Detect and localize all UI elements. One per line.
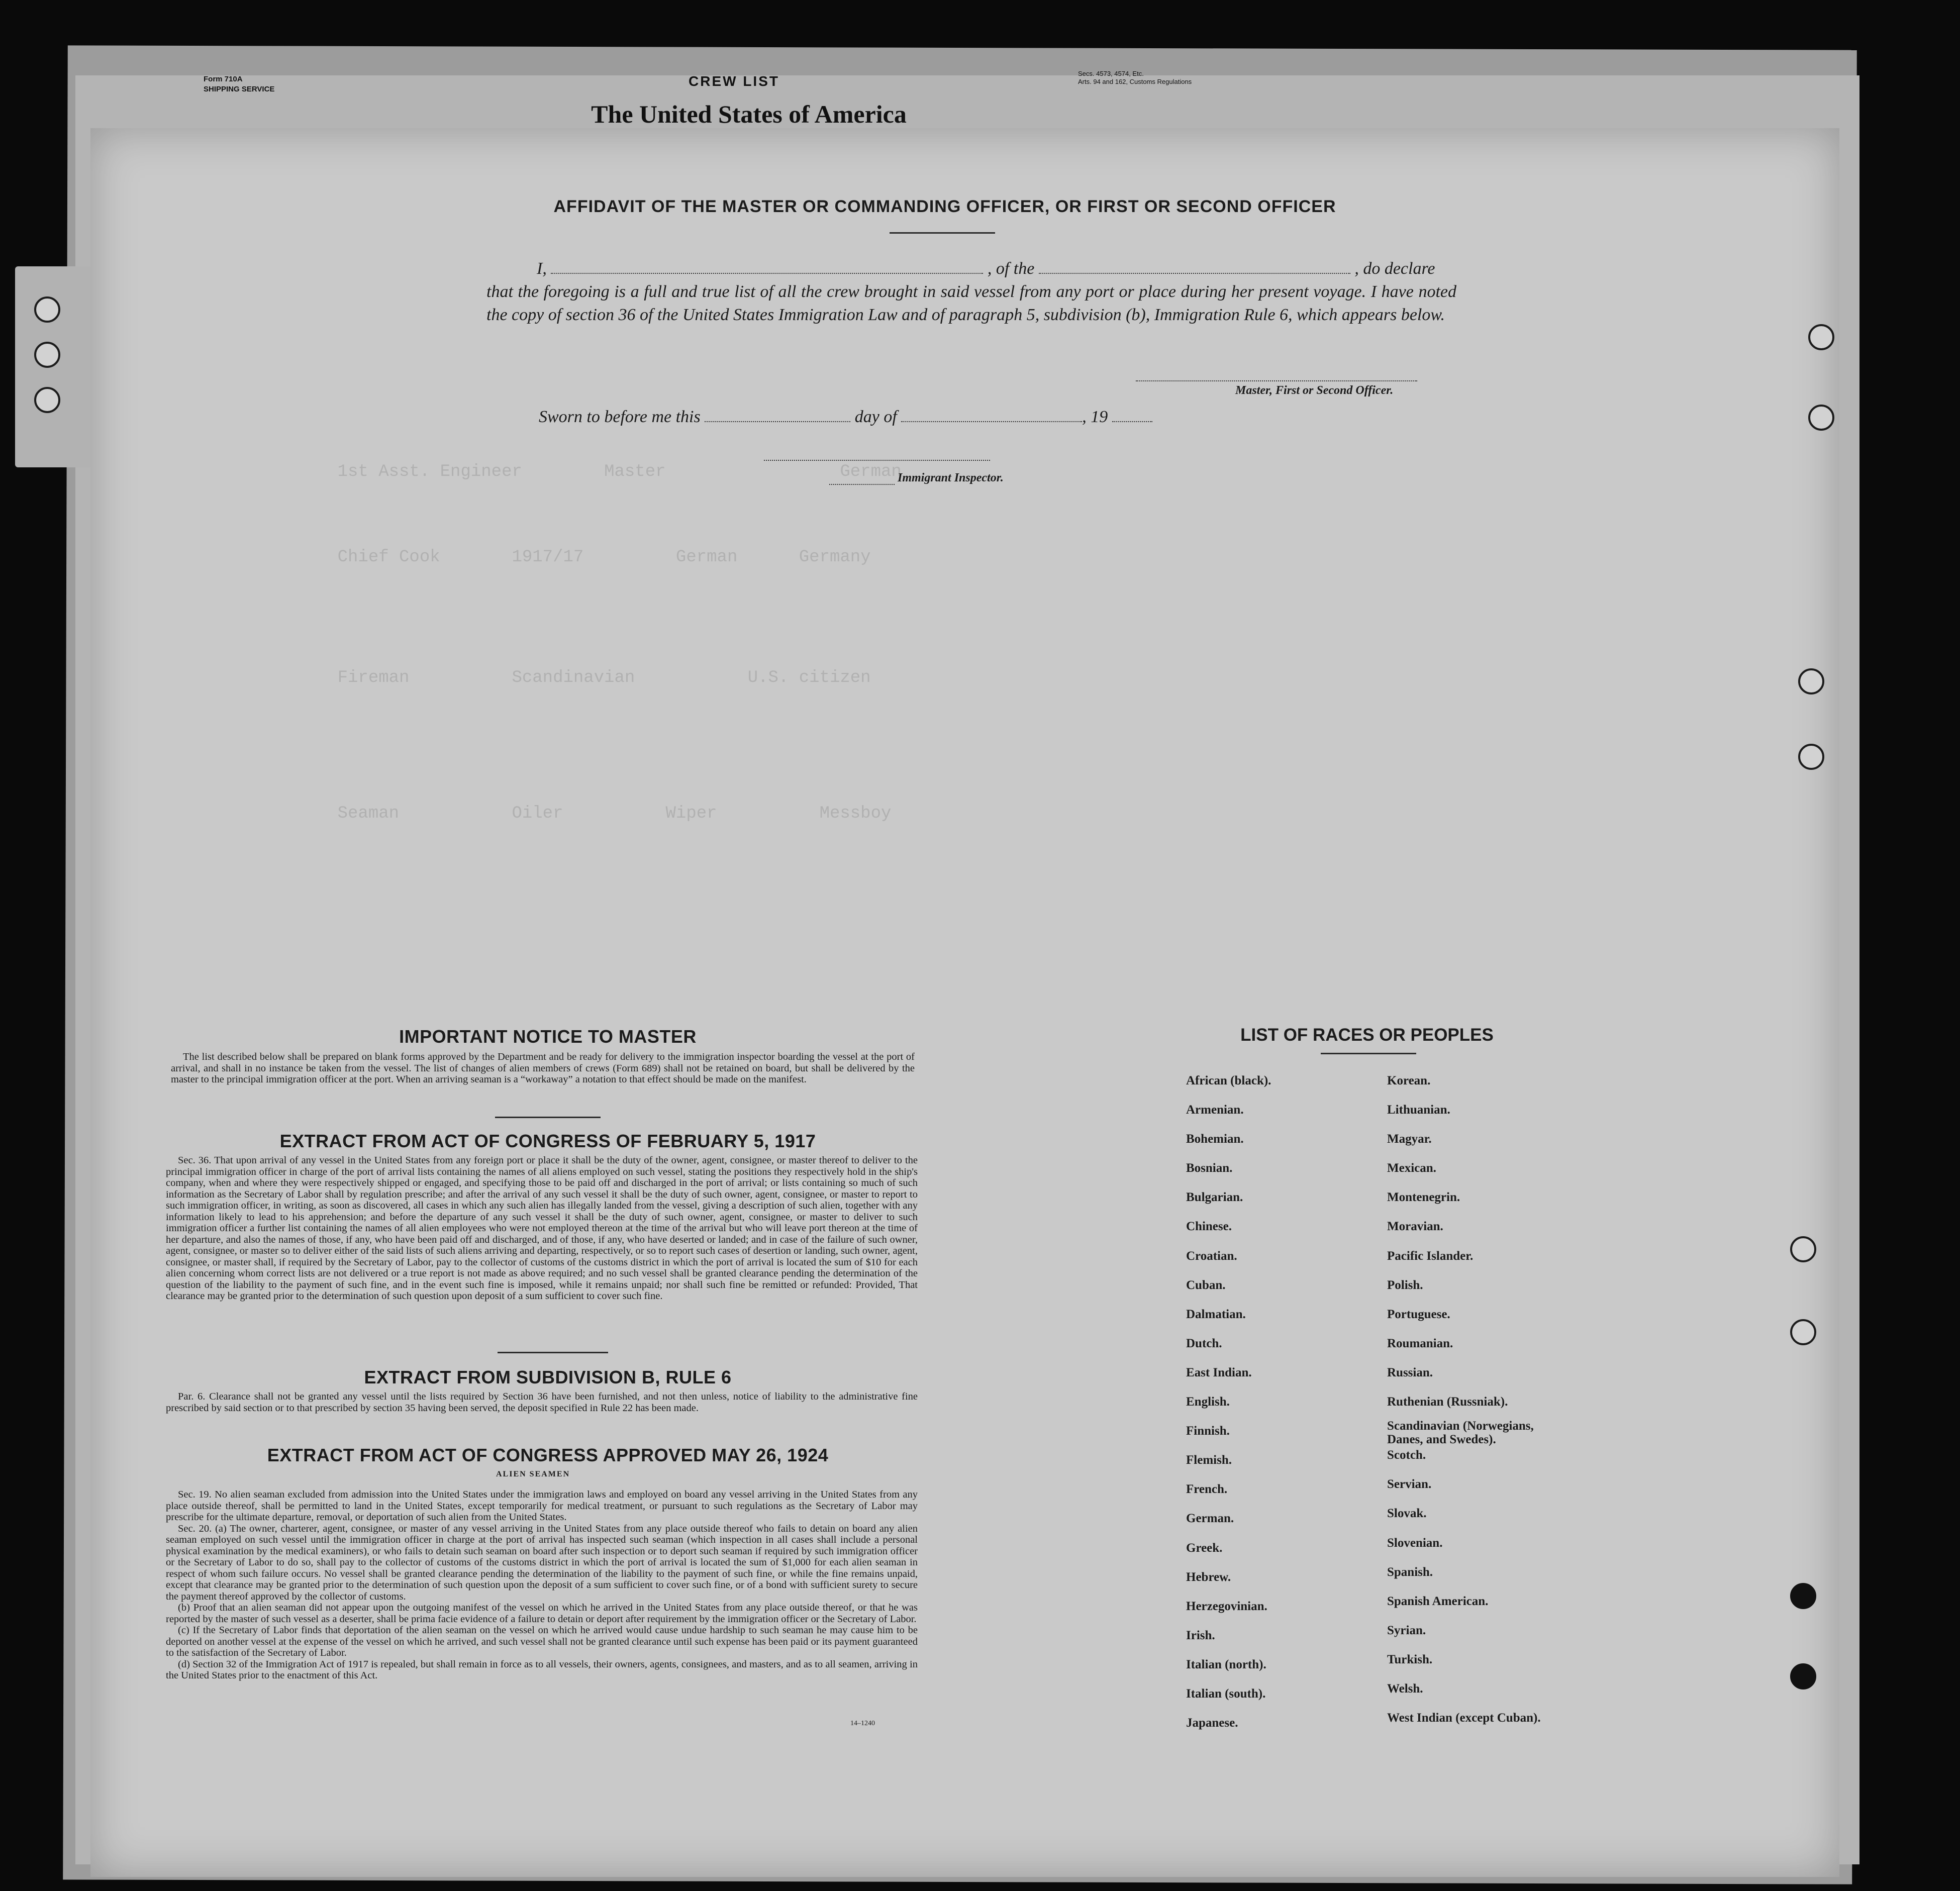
race-item: Moravian.	[1387, 1220, 1443, 1234]
race-item: Bosnian.	[1186, 1161, 1233, 1175]
race-item: East Indian.	[1186, 1365, 1252, 1379]
crew-list-title: CREW LIST	[689, 73, 779, 89]
alien-seamen-subtitle: ALIEN SEAMEN	[496, 1470, 570, 1478]
par-6-paragraph: Par. 6. Clearance shall not be granted any vessel until the lists required by Section 36 have been furnished, and not then unless, notice of liability to the administrative fine prescribed by said section or to that prescribed by section 35 having been served, the deposit specified in Rule 22 has been made.	[166, 1391, 918, 1414]
extract-1924-title: EXTRACT FROM ACT OF CONGRESS APPROVED MAY 26, 1924	[267, 1445, 829, 1465]
race-item: Scotch.	[1387, 1448, 1426, 1462]
affidavit-of-the: , of the	[987, 259, 1035, 278]
race-item: Croatian.	[1186, 1249, 1237, 1263]
sec-36-paragraph: Sec. 36. That upon arrival of any vessel in the United States from any foreign port or place it shall be the duty of the owner, agent, consignee, or master thereof to deliver to the principal immigration officer in charge of the port of arrival lists containing the names of all aliens employed on such vessel, stating the positions they respectively hold in the ship's company, when and where they were respectively shipped or engaged, and specifying those to be paid off and discharged in the port of arrival; or lists containing so much of such information as the Secretary of Labor shall by regulation prescribe; and after the arrival of any such vessel it shall be the duty of such owner, agent, consignee, or master to report to such immigration officer, in writing, as soon as discovered, all cases in which any such alien has illegally landed from the vessel, giving a description of such alien, together with any information likely to lead to his apprehension; and before the departure of any such vessel it shall be the duty of such owner, agent, consignee, or master to deliver to such immigration officer a further list containing the names of all alien employees who were not employed thereon at the time of the arrival but who will leave port thereon at the time of her departure, and also the names of those, if any, who have been paid off and discharged, and of those, if any, who have deserted or landed; and in case of the failure of such owner, agent, consignee, or master so to deliver either of the said lists of such aliens arriving and departing, respectively, or so to report such cases of desertion or landing, such owner, agent, consignee, or master shall, if required by the Secretary of Labor, pay to the collector of customs of the customs district in which the port of arrival is located the sum of $10 for each alien concerning whom correct lists are not delivered or a true report is not made as above required; and no such vessel shall be granted clearance pending the determination of the question of the liability to the payment of such fine, and in the event such fine is imposed, while it remains unpaid; nor shall such fine be remitted or refunded: Provided, That clearance may be granted prior to the determination of such question upon deposit of a sum sufficient to cover such fine.	[166, 1155, 918, 1302]
sec-20a-paragraph: Sec. 20. (a) The owner, charterer, agent, consignee, or master of any vessel arriving in the United States from any place outside thereof who fails to detain on board any alien seaman employed on such vessel until the immigration officer in charge at the port of arrival has inspected such seaman (which inspection in all cases shall include a personal physical examination by the medical examiners), or who fails to detain such seaman on board after such inspection or to deport such seaman if required by such immigration officer or the Secretary of Labor to do so, shall pay to the collector of customs of the customs district in which the port of arrival is located the sum of $1,000 for each alien seaman in respect of whom such failure occurs. No vessel shall be granted clearance pending the determination of the liability to the payment of such fine, or while the fine remains unpaid, except that clearance may be granted prior to the determination of such question upon the deposit of a sum sufficient to cover such fine, or of a bond with sufficient surety to secure the payment thereof approved by the collector of customs.	[166, 1523, 918, 1602]
affidavit-statement: that the foregoing is a full and true list of all the crew brought in said vessel from any port or place during her present voyage. I have noted the copy of section 36 of the United States Immigration Law and of paragraph 5, subdivision (b), Immigration Rule 6, which appears below.	[486, 282, 1456, 324]
race-item: Pacific Islander.	[1387, 1249, 1474, 1263]
race-item: Flemish.	[1186, 1453, 1232, 1467]
race-item: Greek.	[1186, 1541, 1223, 1555]
punch-hole	[34, 296, 60, 323]
race-item: Slovenian.	[1387, 1536, 1443, 1550]
race-item: Welsh.	[1387, 1681, 1423, 1696]
races-column-1	[1186, 1074, 1271, 1745]
race-item: Mexican.	[1387, 1161, 1436, 1175]
punch-hole	[34, 387, 60, 413]
race-item: Magyar.	[1387, 1132, 1432, 1146]
extract-rule6-title: EXTRACT FROM SUBDIVISION B, RULE 6	[364, 1367, 732, 1387]
race-item: Chinese.	[1186, 1220, 1232, 1234]
race-item: Bohemian.	[1186, 1132, 1244, 1146]
secs-reference-2: Arts. 94 and 162, Customs Regulations	[1078, 78, 1192, 85]
extract-1917-title: EXTRACT FROM ACT OF CONGRESS OF FEBRUARY 5, 1917	[279, 1131, 816, 1151]
inspector-label: Immigrant Inspector.	[898, 471, 1004, 484]
race-item: Russian.	[1387, 1365, 1433, 1379]
race-item: Spanish.	[1387, 1565, 1433, 1579]
secs-reference-1: Secs. 4573, 4574, Etc.	[1078, 70, 1144, 77]
sec-20c-paragraph: (c) If the Secretary of Labor finds that deportation of the alien seaman on the vessel on which he arrived would cause undue hardship to such seaman he may cause him to be deported on another vessel at the expense of the vessel on which he arrived, and such vessel shall not be granted clearance until such expense has been paid or its payment guaranteed to the satisfaction of the Secretary of Labor.	[166, 1625, 918, 1658]
races-title: LIST OF RACES OR PEOPLES	[1240, 1025, 1494, 1045]
race-item: Portuguese.	[1387, 1307, 1450, 1321]
master-signature-line[interactable]	[1136, 380, 1417, 381]
sec-20b-paragraph: (b) Proof that an alien seaman did not appear upon the outgoing manifest of the vessel on which he arrived in the United States from any place outside thereof, or that he was reported by the master of such vessel as a deserter, shall be prima facie evidence of a failure to detain or deport after requirement by the immigration officer or the Secretary of Labor.	[166, 1602, 918, 1625]
race-item: French.	[1186, 1482, 1228, 1497]
bleed-through: 1st Asst. Engineer Master German	[297, 462, 902, 481]
bleed-through: Fireman Scandinavian U.S. citizen	[297, 668, 871, 687]
notice-text	[171, 1051, 915, 1085]
notice-title: IMPORTANT NOTICE TO MASTER	[399, 1026, 697, 1047]
bleed-through: Seaman Oiler Wiper Messboy	[297, 804, 892, 823]
punch-hole	[1790, 1236, 1816, 1262]
year-prefix: , 19	[1082, 408, 1108, 426]
race-item: Spanish American.	[1387, 1594, 1489, 1608]
punch-hole	[1790, 1319, 1816, 1345]
race-item: Turkish.	[1387, 1652, 1433, 1666]
extract-1917-text	[166, 1155, 918, 1302]
race-item: Lithuanian.	[1387, 1103, 1450, 1117]
day-of: day of	[854, 408, 897, 426]
inspector-short-line[interactable]	[829, 484, 895, 485]
race-item: Scandinavian (Norwegians, Danes, and Swedes).	[1387, 1419, 1534, 1447]
race-item: German.	[1186, 1512, 1234, 1526]
race-item: Servian.	[1387, 1477, 1432, 1491]
punch-hole	[1798, 744, 1824, 770]
extract-1924-text	[166, 1489, 918, 1681]
race-item: Korean.	[1387, 1074, 1431, 1087]
affidavit-heading: AFFIDAVIT OF THE MASTER OR COMMANDING OFFICER, OR FIRST OR SECOND OFFICER	[553, 197, 1336, 216]
race-item: Dalmatian.	[1186, 1307, 1246, 1321]
print-number: 14–1240	[850, 1720, 875, 1727]
punch-hole	[1790, 1583, 1816, 1609]
year-blank[interactable]	[1112, 407, 1152, 422]
race-item: Syrian.	[1387, 1623, 1426, 1637]
punch-hole	[1808, 405, 1834, 431]
race-item: Irish.	[1186, 1628, 1215, 1642]
name-blank[interactable]	[551, 259, 983, 274]
form-number: Form 710A	[204, 75, 243, 83]
divider	[890, 232, 995, 234]
race-item: Dutch.	[1186, 1336, 1222, 1350]
affidavit-do-declare: , do declare	[1354, 259, 1435, 278]
races-column-2	[1387, 1074, 1553, 1740]
race-item: Montenegrin.	[1387, 1190, 1460, 1205]
vessel-blank[interactable]	[1039, 259, 1350, 274]
sworn-prefix: Sworn to before me this	[539, 408, 701, 426]
divider	[1321, 1053, 1416, 1054]
country-title: The United States of America	[591, 100, 907, 128]
month-blank[interactable]	[901, 407, 1082, 422]
shipping-service: SHIPPING SERVICE	[204, 85, 275, 93]
punch-hole	[1808, 324, 1834, 350]
race-item: English.	[1186, 1395, 1230, 1409]
race-item: Polish.	[1387, 1278, 1423, 1292]
notice-paragraph: The list described below shall be prepared on blank forms approved by the Department and be ready for delivery to the immigration inspector boarding the vessel at the port of arrival, and shall in no instance be taken from the vessel. The list of changes of alien members of crews (Form 689) shall not be retained on board, but shall be delivered by the master to the principal immigration officer at the port. When an arriving seaman is a “workaway” a notation to that effect should be made on the manifest.	[171, 1051, 915, 1085]
inspector-signature-line[interactable]	[764, 460, 990, 461]
race-item: Armenian.	[1186, 1103, 1244, 1117]
race-item: Ruthenian (Russniak).	[1387, 1395, 1508, 1409]
race-item: African (black).	[1186, 1074, 1271, 1087]
race-item: West Indian (except Cuban).	[1387, 1711, 1541, 1725]
punch-hole	[34, 342, 60, 368]
race-item: Italian (south).	[1186, 1686, 1266, 1701]
race-item: Slovak.	[1387, 1507, 1427, 1521]
race-item: Hebrew.	[1186, 1570, 1231, 1584]
race-item: Roumanian.	[1387, 1336, 1453, 1350]
master-signature-label: Master, First or Second Officer.	[1235, 384, 1394, 397]
punch-hole	[1798, 668, 1824, 694]
race-item: Bulgarian.	[1186, 1190, 1243, 1205]
day-blank[interactable]	[705, 407, 850, 422]
race-item: Herzegovinian.	[1186, 1599, 1267, 1613]
race-item: Finnish.	[1186, 1424, 1230, 1438]
race-item: Japanese.	[1186, 1716, 1238, 1730]
divider	[495, 1117, 601, 1118]
race-item: Italian (north).	[1186, 1657, 1266, 1671]
punch-hole	[1790, 1663, 1816, 1689]
race-item: Cuban.	[1186, 1278, 1226, 1292]
sworn-line	[539, 407, 1152, 427]
bleed-through: Chief Cook 1917/17 German Germany	[297, 548, 871, 567]
extract-rule6-text	[166, 1391, 918, 1414]
affidavit-i: I,	[537, 259, 547, 278]
affidavit-body	[486, 257, 1456, 327]
sec-19-paragraph: Sec. 19. No alien seaman excluded from admission into the United States under the immigration laws and employed on board any vessel arriving in the United States from any place outside thereof, shall be permitted to land in the United States, except temporarily for medical treatment, or pursuant to such regulations as the Secretary of Labor may prescribe for the ultimate departure, removal, or deportation of such alien from the United States.	[166, 1489, 918, 1523]
sec-20d-paragraph: (d) Section 32 of the Immigration Act of 1917 is repealed, but shall remain in force as to all vessels, their owners, agents, consignees, and masters, and as to all seamen, arriving in the United States prior to the enactment of this Act.	[166, 1658, 918, 1681]
affidavit-first-line	[486, 257, 1456, 280]
divider	[498, 1352, 608, 1353]
